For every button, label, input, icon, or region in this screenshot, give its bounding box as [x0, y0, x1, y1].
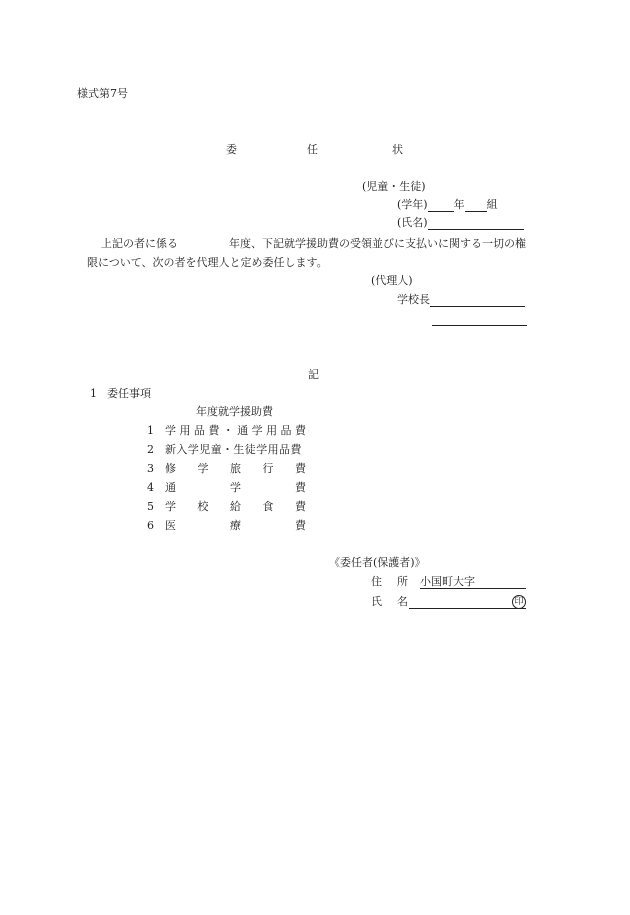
section1-number: 1 — [90, 387, 97, 400]
body-line-1a: 上記の者に係る — [101, 237, 178, 250]
grade-label: (学年) — [397, 198, 428, 211]
student-name-blank[interactable] — [428, 217, 524, 230]
item-1-char: 品 — [193, 424, 205, 437]
year-blank[interactable] — [428, 199, 454, 212]
item-1-num: 1 — [147, 424, 154, 437]
form-number: 様式第7号 — [77, 87, 128, 100]
item-4-char: 費 — [295, 481, 306, 494]
item-4-char: 通 — [165, 481, 176, 494]
title-char-2: 任 — [307, 143, 318, 156]
item-1-char: ・ — [222, 424, 234, 437]
student-header: (児童・生徒) — [362, 180, 426, 193]
item-3-num: 3 — [147, 462, 154, 475]
item-3-char: 修 — [165, 462, 176, 475]
student-name-label: (氏名) — [397, 216, 428, 229]
item-6-char: 費 — [295, 519, 306, 532]
address-label-a: 住 — [371, 575, 382, 588]
item-6-char: 療 — [230, 519, 241, 532]
principal-name-blank[interactable] — [430, 294, 525, 307]
section1-subtitle: 年度就学援助費 — [196, 405, 273, 418]
item-2-label: 新入学児童・生徒学用品費 — [165, 443, 302, 456]
item-1-label — [165, 424, 306, 438]
principal-label: 学校長 — [397, 293, 430, 306]
title-char-3: 状 — [392, 143, 403, 156]
item-3-char: 学 — [197, 462, 209, 475]
delegator-name-field[interactable] — [409, 595, 526, 609]
body-line-1b: 年度、下記就学援助費の受領並びに支払いに関する一切の権 — [229, 237, 526, 250]
address-label-b: 所 — [397, 575, 408, 588]
item-4-char: 学 — [230, 481, 241, 494]
item-6-char: 医 — [165, 519, 176, 532]
item-3-label — [165, 462, 306, 476]
item-5-num: 5 — [147, 500, 154, 513]
agent-header: (代理人) — [371, 274, 413, 287]
item-5-label — [165, 500, 306, 514]
item-1-char: 学 — [251, 424, 263, 437]
item-5-char: 学 — [165, 500, 176, 513]
principal-extra-row — [432, 312, 527, 326]
class-blank[interactable] — [465, 199, 487, 212]
principal-extra-blank[interactable] — [432, 313, 527, 326]
item-1-char: 費 — [294, 424, 306, 437]
name-label-b: 名 — [397, 595, 408, 608]
address-field[interactable] — [420, 575, 526, 589]
body-line-2: 限について、次の者を代理人と定め委任します。 — [87, 256, 328, 269]
item-1-char: 品 — [280, 424, 292, 437]
item-5-char: 費 — [295, 500, 306, 513]
title-char-1: 委 — [226, 143, 237, 156]
item-6-num: 6 — [147, 519, 154, 532]
item-4-label — [165, 481, 306, 495]
year-suffix: 年 — [453, 198, 465, 211]
student-name-row — [397, 216, 524, 230]
note-heading: 記 — [308, 368, 319, 381]
item-5-char: 食 — [262, 500, 274, 513]
seal-icon: 印 — [512, 595, 526, 609]
principal-row — [397, 293, 525, 307]
item-1-char: 学 — [165, 424, 176, 437]
item-5-char: 校 — [197, 500, 209, 513]
item-1-char: 費 — [208, 424, 220, 437]
item-6-label — [165, 519, 306, 533]
grade-class-row — [397, 198, 498, 212]
item-3-char: 費 — [295, 462, 306, 475]
class-suffix: 組 — [486, 198, 498, 211]
item-1-char: 通 — [237, 424, 249, 437]
address-value: 小国町大字 — [420, 575, 475, 588]
item-3-char: 行 — [262, 462, 274, 475]
item-3-char: 旅 — [230, 462, 241, 475]
item-5-char: 給 — [230, 500, 241, 513]
item-2-num: 2 — [147, 443, 154, 456]
delegator-header: 《委任者(保護者)》 — [329, 556, 426, 569]
item-1-char: 用 — [179, 424, 191, 437]
name-label-a: 氏 — [371, 595, 382, 608]
item-4-num: 4 — [147, 481, 154, 494]
item-1-char: 用 — [266, 424, 278, 437]
section1-title: 委任事項 — [107, 387, 151, 400]
